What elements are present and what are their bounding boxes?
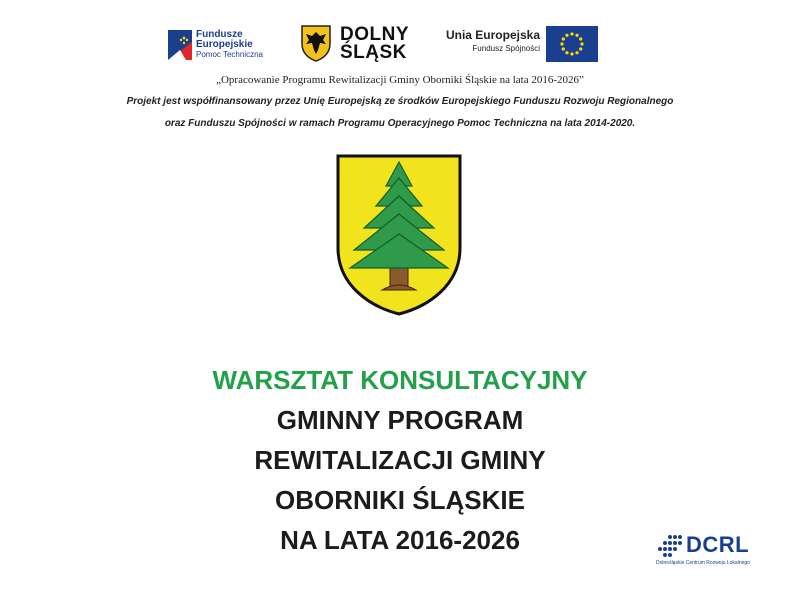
logo-bar [0, 22, 800, 68]
heading-line2: GMINNY PROGRAM [276, 405, 524, 435]
dcrl-logo [656, 532, 766, 572]
fe-line1: Fundusze [196, 29, 243, 40]
coat-of-arms-icon [334, 152, 464, 318]
project-title: „Opracowanie Programu Rewitalizacji Gminy Oborniki Śląskie na lata 2016-2026” [216, 74, 584, 86]
unia-europejska-logo [442, 26, 602, 64]
heading-line3: REWITALIZACJI GMINY [254, 445, 546, 475]
heading-line5: NA LATA 2016-2026 [280, 525, 520, 555]
ds-line2: ŚLĄSK [340, 42, 407, 63]
fe-flag-icon [168, 30, 192, 60]
main-heading [0, 360, 800, 560]
fe-line3: Pomoc Techniczna [196, 50, 263, 59]
dolny-slask-logo [300, 24, 420, 66]
dcrl-name: DCRL [686, 532, 750, 557]
dcrl-subtitle: Dolnośląskie Centrum Rozwoju Lokalnego [656, 560, 750, 566]
fundusze-europejskie-logo [168, 28, 278, 64]
heading-line1: WARSZTAT KONSULTACYJNY [212, 365, 588, 395]
fe-line2: Europejskie [196, 39, 253, 50]
dcrl-dots-icon [656, 534, 684, 558]
ds-line1: DOLNY [340, 24, 409, 45]
eagle-shield-icon [300, 24, 332, 62]
project-desc-line1: Projekt jest współfinansowany przez Unię Europejską ze środków Europejskiego Funduszu Rozwoju Regionalnego [126, 96, 674, 107]
eu-flag-icon [546, 26, 598, 62]
heading-line4: OBORNIKI ŚLĄSKIE [275, 485, 525, 515]
ue-line2: Fundusz Spójności [472, 44, 540, 53]
ue-line1: Unia Europejska [445, 28, 540, 42]
project-desc-line2: oraz Funduszu Spójności w ramach Programu Operacyjnego Pomoc Techniczna na lata 2014-2020. [164, 118, 636, 129]
